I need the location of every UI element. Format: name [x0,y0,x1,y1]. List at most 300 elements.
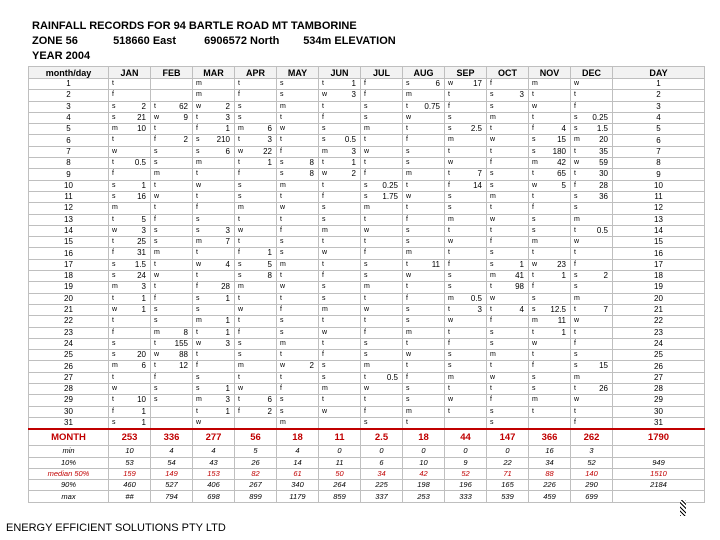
stat-value: 165 [487,480,529,491]
weekday-letter: t [238,294,240,302]
day-cell [277,316,319,327]
weekday-letter: f [154,373,156,381]
rainfall-value: 4 [519,304,524,314]
weekday-letter: s [490,339,494,347]
day-cell [235,338,277,349]
stat-value: 22 [487,457,529,468]
weekday-letter: f [532,204,534,212]
day-cell [529,293,571,304]
rainfall-value: 21 [137,112,146,122]
weekday-letter: t [406,362,408,370]
weekday-letter: t [574,249,576,257]
weekday-letter: s [532,136,536,144]
day-cell [151,406,193,417]
weekday-letter: w [112,385,118,393]
column-header: DEC [571,67,613,79]
weekday-letter: f [322,351,324,359]
weekday-letter: f [112,328,114,336]
month-total: 336 [151,429,193,446]
weekday-letter: s [490,91,494,99]
day-cell [529,158,571,169]
day-cell [319,225,361,236]
weekday-letter: s [490,181,494,189]
day-cell [487,191,529,202]
rainfall-value: 3 [225,112,230,122]
day-cell [235,282,277,293]
weekday-letter: w [448,80,454,87]
month-total: 56 [235,429,277,446]
weekday-letter: w [280,125,286,133]
day-cell [487,384,529,395]
column-header: SEP [445,67,487,79]
day-cell [529,338,571,349]
day-cell [403,384,445,395]
weekday-letter: f [280,385,282,393]
day-cell [319,90,361,101]
rainfall-value: 1 [561,327,566,337]
day-row [29,361,705,372]
day-number: 12 [29,203,109,214]
day-number: 2 [29,90,109,101]
day-row [29,101,705,112]
weekday-letter: s [322,294,326,302]
day-cell [487,90,529,101]
weekday-letter: w [154,272,160,280]
weekday-letter: t [238,238,240,246]
day-cell [445,112,487,123]
rainfall-value: 3 [351,146,356,156]
stat-value: 11 [319,457,361,468]
rainfall-value: 4 [561,124,566,134]
day-number: 23 [29,327,109,338]
rainfall-value: 25 [137,237,146,247]
weekday-letter: f [574,418,576,426]
weekday-letter: s [532,294,536,302]
day-row [29,338,705,349]
day-cell [487,327,529,338]
day-cell [487,237,529,248]
day-cell [151,395,193,406]
day-cell [361,180,403,191]
rainfall-value: 3 [351,90,356,100]
day-cell [277,361,319,372]
stat-value: 253 [403,491,445,502]
weekday-letter: m [196,238,202,246]
day-cell [319,248,361,259]
weekday-letter: s [364,102,368,110]
stat-value [613,491,705,502]
weekday-letter: t [280,294,282,302]
weekday-letter: s [406,238,410,246]
day-number: 13 [29,214,109,225]
day-cell [235,237,277,248]
rainfall-value: 7 [603,304,608,314]
rainfall-value: 88 [179,350,188,360]
day-cell [403,259,445,270]
day-cell [277,225,319,236]
day-cell [319,304,361,315]
weekday-letter: s [112,260,116,268]
day-cell [361,169,403,180]
weekday-letter: m [280,181,286,189]
weekday-letter: t [238,317,240,325]
weekday-letter: t [196,407,198,415]
weekday-letter: f [238,328,240,336]
weekday-letter: t [112,373,114,381]
weekday-letter: m [406,249,412,257]
rainfall-value: 36 [599,191,608,201]
day-cell [445,180,487,191]
day-cell [109,124,151,135]
month-total: 1790 [613,429,705,446]
weekday-letter: t [322,260,324,268]
day-number-right: 18 [613,271,705,282]
weekday-letter: s [196,294,200,302]
rainfall-value: 1 [225,327,230,337]
day-cell [445,203,487,214]
weekday-letter: t [448,147,450,155]
day-cell [487,135,529,146]
day-number: 30 [29,406,109,417]
day-cell [445,90,487,101]
rainfall-value: 180 [552,146,566,156]
weekday-letter: t [196,170,198,178]
weekday-letter: s [238,102,242,110]
day-cell [193,406,235,417]
weekday-letter: m [406,91,412,99]
column-header: AUG [403,67,445,79]
weekday-letter: f [532,362,534,370]
weekday-letter: m [364,125,370,133]
weekday-letter: t [448,328,450,336]
weekday-letter: t [532,328,534,336]
day-cell [445,124,487,135]
weekday-letter: s [154,238,158,246]
day-row [29,90,705,101]
weekday-letter: s [238,181,242,189]
rainfall-value: 35 [599,146,608,156]
day-cell [529,112,571,123]
weekday-letter: w [112,226,118,234]
rainfall-value: 2 [351,169,356,179]
day-cell [361,327,403,338]
rainfall-value: 23 [557,259,566,269]
rainfall-value: 12 [179,361,188,371]
day-cell [487,259,529,270]
weekday-letter: t [154,181,156,189]
rainfall-value: 20 [599,135,608,145]
day-cell [361,304,403,315]
weekday-letter: t [280,351,282,359]
column-header: NOV [529,67,571,79]
day-row [29,384,705,395]
rainfall-value: 30 [599,169,608,179]
day-cell [361,316,403,327]
day-cell [235,372,277,383]
day-cell [529,259,571,270]
rainfall-value: 9 [183,112,188,122]
day-cell [445,316,487,327]
day-cell [319,395,361,406]
weekday-letter: m [154,249,160,257]
weekday-letter: t [532,249,534,257]
weekday-letter: s [196,305,200,313]
day-number-right: 14 [613,225,705,236]
weekday-letter: f [490,317,492,325]
rainfall-value: 24 [137,271,146,281]
day-cell [109,282,151,293]
column-header: DAY [613,67,705,79]
day-cell [193,169,235,180]
rainfall-value: 15 [599,361,608,371]
rainfall-value: 3 [225,225,230,235]
weekday-letter: f [280,147,282,155]
day-cell [529,146,571,157]
weekday-letter: s [238,351,242,359]
stat-value: 153 [193,468,235,479]
day-cell [109,112,151,123]
day-cell [487,203,529,214]
weekday-letter: f [364,407,366,415]
day-cell [277,90,319,101]
day-cell [193,395,235,406]
day-cell [487,169,529,180]
total-label: MONTH [29,429,109,446]
day-cell [403,338,445,349]
weekday-letter: t [490,125,492,133]
day-cell [193,304,235,315]
weekday-letter: s [154,317,158,325]
day-number-right: 27 [613,372,705,383]
day-number: 15 [29,237,109,248]
rainfall-value: 12.5 [550,304,566,314]
weekday-letter: s [280,159,284,167]
weekday-letter: f [196,204,198,212]
day-cell [151,327,193,338]
weekday-letter: s [448,113,452,121]
day-cell [361,361,403,372]
rainfall-value: 17 [473,79,482,88]
day-cell [193,90,235,101]
rainfall-value: 0.25 [382,180,398,190]
stat-value: 159 [109,468,151,479]
day-number-right: 26 [613,361,705,372]
day-cell [109,169,151,180]
day-cell [109,237,151,248]
stat-value: 406 [193,480,235,491]
day-number-right: 11 [613,191,705,202]
stat-value: 267 [235,480,277,491]
day-cell [361,237,403,248]
weekday-letter: f [532,283,534,291]
day-cell [571,90,613,101]
day-cell [151,271,193,282]
day-cell [319,146,361,157]
column-header: month/day [29,67,109,79]
day-cell [151,169,193,180]
day-cell [319,124,361,135]
stat-value: 6 [361,457,403,468]
day-cell [109,271,151,282]
day-cell [151,361,193,372]
day-cell [445,361,487,372]
day-cell [319,271,361,282]
day-number: 25 [29,350,109,361]
rainfall-value: 1 [267,248,272,258]
weekday-letter: s [196,215,200,223]
weekday-letter: f [490,238,492,246]
day-cell [445,225,487,236]
day-cell [193,101,235,112]
day-cell [277,282,319,293]
day-row [29,316,705,327]
weekday-letter: f [574,102,576,110]
day-cell [571,282,613,293]
day-cell [109,304,151,315]
day-cell [193,79,235,90]
rainfall-value: 6 [267,124,272,134]
weekday-letter: w [364,305,370,313]
rainfall-value: 3 [519,90,524,100]
day-cell [151,384,193,395]
day-cell [319,406,361,417]
weekday-letter: s [532,305,536,313]
weekday-letter: t [238,136,240,144]
day-number-right: 9 [613,169,705,180]
weekday-letter: s [406,159,410,167]
day-row [29,304,705,315]
day-cell [277,158,319,169]
day-cell [235,304,277,315]
rainfall-value: 0.5 [470,293,482,303]
day-number-right: 4 [613,112,705,123]
day-cell [445,372,487,383]
month-total: 18 [277,429,319,446]
day-cell [193,338,235,349]
weekday-letter: t [280,215,282,223]
column-header: JUL [361,67,403,79]
day-cell [193,327,235,338]
stat-value: 0 [445,446,487,457]
stat-value [613,446,705,457]
day-cell [277,237,319,248]
day-cell [529,361,571,372]
weekday-letter: s [154,226,158,234]
day-cell [487,304,529,315]
weekday-letter: t [574,91,576,99]
weekday-letter: t [112,80,114,87]
weekday-letter: t [322,396,324,404]
weekday-letter: f [448,181,450,189]
weekday-letter: s [574,113,578,121]
day-cell [151,259,193,270]
weekday-letter: t [322,317,324,325]
weekday-letter: f [364,80,366,87]
stat-value: 0 [487,446,529,457]
column-header: JUN [319,67,361,79]
weekday-letter: s [574,351,578,359]
day-cell [319,282,361,293]
day-cell [277,304,319,315]
rainfall-value: 31 [137,248,146,258]
day-cell [403,180,445,191]
weekday-letter: s [154,159,158,167]
weekday-letter: f [574,260,576,268]
stat-value: 699 [571,491,613,502]
day-cell [319,338,361,349]
weekday-letter: s [406,147,410,155]
weekday-letter: f [196,125,198,133]
day-cell [487,372,529,383]
day-cell [151,214,193,225]
month-total: 253 [109,429,151,446]
weekday-letter: m [196,317,202,325]
month-total: 18 [403,429,445,446]
weekday-letter: w [490,373,496,381]
weekday-letter: s [574,125,578,133]
rainfall-value: 3 [267,135,272,145]
day-cell [487,112,529,123]
day-cell [529,191,571,202]
weekday-letter: t [154,260,156,268]
day-cell [361,214,403,225]
weekday-letter: m [574,294,580,302]
day-cell [445,406,487,417]
weekday-letter: t [490,305,492,313]
day-number: 31 [29,417,109,429]
day-cell [571,417,613,429]
day-number: 24 [29,338,109,349]
weekday-letter: t [406,418,408,426]
weekday-letter: t [364,373,366,381]
day-number: 7 [29,146,109,157]
day-cell [445,146,487,157]
weekday-letter: t [532,113,534,121]
day-cell [571,338,613,349]
day-cell [445,304,487,315]
day-cell [235,124,277,135]
weekday-letter: s [322,373,326,381]
day-cell [571,384,613,395]
day-number-right: 10 [613,180,705,191]
weekday-letter: f [112,249,114,257]
day-cell [571,316,613,327]
sheet-edge-hatch [680,500,686,516]
column-header: APR [235,67,277,79]
day-cell [319,191,361,202]
weekday-letter: w [574,80,580,87]
day-cell [445,101,487,112]
day-row [29,135,705,146]
day-cell [193,259,235,270]
day-cell [487,417,529,429]
weekday-letter: w [574,396,580,404]
weekday-letter: m [490,351,496,359]
weekday-letter: t [196,192,198,200]
weekday-letter: m [406,170,412,178]
day-number: 1 [29,79,109,90]
day-cell [277,214,319,225]
weekday-letter: m [490,192,496,200]
day-cell [193,384,235,395]
weekday-letter: s [112,351,116,359]
year-label: YEAR 2004 [32,50,91,62]
day-number: 10 [29,180,109,191]
weekday-letter: t [364,136,366,144]
day-cell [151,146,193,157]
day-cell [151,304,193,315]
day-cell [445,79,487,90]
